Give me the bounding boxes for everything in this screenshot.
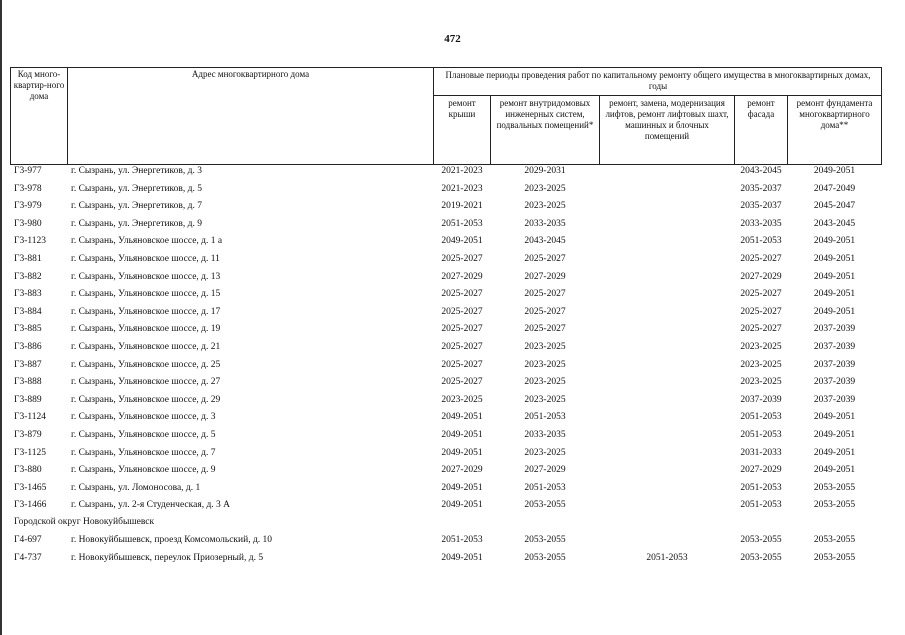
cell-foundation: 2037-2039 (813, 377, 856, 388)
header-divider-roof (490, 95, 491, 165)
cell-facade: 2043-2045 (740, 166, 782, 176)
cell-foundation: 2037-2039 (813, 342, 856, 352)
cell-systems: 2023-2025 (524, 201, 566, 212)
cell-code: Г3-880 (14, 465, 42, 476)
cell-facade: 2051-2053 (740, 500, 782, 511)
table-row (10, 304, 882, 321)
cell-address: г. Новокуйбышевск, переулок Приозерный, д. 5 (71, 552, 264, 563)
cell-address: г. Сызрань, Ульяновское шоссе, д. 25 (71, 359, 221, 370)
cell-facade: 2051-2053 (740, 482, 782, 493)
cell-address: г. Сызрань, Ульяновское шоссе, д. 9 (71, 465, 216, 476)
cell-address: г. Сызрань, Ульяновское шоссе, д. 5 (71, 430, 216, 440)
cell-roof: 2025-2027 (441, 254, 483, 264)
cell-systems: 2025-2027 (524, 289, 566, 300)
header-address: Адрес многоквартирного дома (191, 69, 310, 79)
cell-code: Г3-888 (14, 377, 42, 388)
cell-code: Г3-887 (14, 359, 42, 370)
cell-roof: 2049-2051 (441, 552, 483, 563)
cell-systems: 2033-2035 (524, 430, 566, 440)
table-row (10, 462, 882, 479)
table-row (10, 321, 882, 338)
cell-address: г. Сызрань, ул. Энергетиков, д. 7 (71, 201, 203, 212)
cell-facade: 2053-2055 (740, 552, 782, 563)
cell-code: Г3-980 (14, 218, 42, 229)
cell-foundation: 2053-2055 (813, 482, 856, 493)
cell-systems: 2023-2025 (524, 394, 566, 405)
table-row (10, 216, 882, 233)
cell-code: Г3-1124 (14, 412, 47, 423)
table-row (10, 181, 882, 198)
cell-foundation: 2049-2051 (813, 430, 856, 440)
page-edge (0, 0, 2, 635)
cell-systems: 2053-2055 (524, 535, 566, 545)
header-code: Код много-квартир-ного дома (13, 69, 65, 101)
cell-code: Г3-978 (14, 183, 42, 194)
table-row (10, 251, 882, 268)
cell-address: г. Новокуйбышевск, проезд Комсомольский, д. 10 (71, 535, 273, 545)
cell-facade: 2035-2037 (740, 201, 782, 212)
cell-systems: 2025-2027 (524, 254, 566, 264)
cell-systems: 2023-2025 (524, 342, 566, 352)
table-row (10, 550, 882, 567)
cell-foundation: 2049-2051 (813, 166, 856, 176)
cell-facade: 2023-2025 (740, 359, 782, 370)
header-facade: ремонт фасада (747, 98, 775, 119)
cell-systems: 2043-2045 (524, 236, 566, 247)
cell-foundation: 2049-2051 (813, 271, 856, 282)
cell-facade: 2025-2027 (740, 254, 782, 264)
cell-roof: 2049-2051 (441, 236, 483, 247)
cell-roof: 2019-2021 (441, 201, 483, 212)
cell-systems: 2029-2031 (524, 166, 566, 176)
cell-systems: 2023-2025 (524, 183, 566, 194)
cell-foundation: 2049-2051 (813, 289, 856, 300)
cell-foundation: 2049-2051 (813, 447, 856, 458)
cell-systems: 2051-2053 (524, 412, 566, 423)
cell-foundation: 2045-2047 (813, 201, 856, 212)
cell-code: Г3-883 (14, 289, 42, 300)
cell-address: г. Сызрань, Ульяновское шоссе, д. 27 (71, 377, 221, 388)
header-systems: ремонт внутридомовых инженерных систем, подвальных помещений* (496, 98, 594, 130)
table-row (10, 339, 882, 356)
header-divider-periods (433, 95, 882, 96)
cell-foundation: 2037-2039 (813, 394, 856, 405)
cell-foundation: 2049-2051 (813, 412, 856, 423)
cell-foundation: 2049-2051 (813, 236, 856, 247)
table-row (10, 532, 882, 549)
cell-roof: 2025-2027 (441, 289, 483, 300)
cell-foundation: 2049-2051 (813, 254, 856, 264)
table-row (10, 198, 882, 215)
cell-code: Г3-979 (14, 201, 42, 212)
cell-address: г. Сызрань, Ульяновское шоссе, д. 1 а (71, 236, 223, 247)
cell-facade: 2025-2027 (740, 324, 782, 335)
cell-address: г. Сызрань, Ульяновское шоссе, д. 21 (71, 342, 221, 352)
cell-address: г. Сызрань, ул. Ломоносова, д. 1 (71, 482, 201, 493)
cell-address: г. Сызрань, ул. Энергетиков, д. 5 (71, 183, 203, 194)
cell-code: Г3-881 (14, 254, 42, 264)
cell-code: Г4-737 (14, 552, 42, 563)
table-row (10, 480, 882, 497)
cell-facade: 2023-2025 (740, 377, 782, 388)
header-lifts: ремонт, замена, модернизация лифтов, ремонт лифтовых шахт, машинных и блочных помещений (605, 98, 729, 141)
cell-code: Г3-882 (14, 271, 42, 282)
cell-address: г. Сызрань, ул. Энергетиков, д. 3 (71, 166, 203, 176)
cell-lifts: 2051-2053 (646, 552, 688, 563)
cell-facade: 2027-2029 (740, 271, 782, 282)
cell-facade: 2031-2033 (740, 447, 782, 458)
cell-address: г. Сызрань, Ульяновское шоссе, д. 19 (71, 324, 221, 335)
cell-facade: 2025-2027 (740, 306, 782, 317)
cell-systems: 2053-2055 (524, 552, 566, 563)
cell-foundation: 2053-2055 (813, 500, 856, 511)
cell-systems: 2025-2027 (524, 324, 566, 335)
header-border-right (881, 67, 882, 165)
cell-roof: 2025-2027 (441, 377, 483, 388)
table-row (10, 374, 882, 391)
cell-code: Г3-879 (14, 430, 42, 440)
cell-code: Г3-1123 (14, 236, 47, 247)
cell-foundation: 2053-2055 (813, 552, 856, 563)
cell-systems: 2025-2027 (524, 306, 566, 317)
section-title: Городской округ Новокуйбышевск (14, 517, 155, 527)
table-header (10, 67, 882, 165)
cell-roof: 2051-2053 (441, 535, 483, 545)
cell-facade: 2051-2053 (740, 430, 782, 440)
header-roof: ремонт крыши (448, 98, 476, 119)
cell-code: Г3-1125 (14, 447, 47, 458)
table-row (10, 269, 882, 286)
cell-address: г. Сызрань, Ульяновское шоссе, д. 11 (71, 254, 220, 264)
cell-systems: 2023-2025 (524, 359, 566, 370)
cell-systems: 2023-2025 (524, 447, 566, 458)
table-row (10, 497, 882, 514)
cell-systems: 2053-2055 (524, 500, 566, 511)
cell-facade: 2033-2035 (740, 218, 782, 229)
cell-address: г. Сызрань, Ульяновское шоссе, д. 15 (71, 289, 221, 300)
cell-address: г. Сызрань, ул. 2-я Студенческая, д. 3 А (71, 500, 231, 511)
cell-roof: 2021-2023 (441, 183, 483, 194)
cell-roof: 2049-2051 (441, 482, 483, 493)
cell-facade: 2051-2053 (740, 412, 782, 423)
cell-code: Г3-889 (14, 394, 42, 405)
cell-roof: 2021-2023 (441, 166, 483, 176)
cell-facade: 2025-2027 (740, 289, 782, 300)
cell-systems: 2033-2035 (524, 218, 566, 229)
cell-facade: 2037-2039 (740, 394, 782, 405)
cell-code: Г3-1465 (14, 482, 47, 493)
cell-facade: 2023-2025 (740, 342, 782, 352)
table-row (10, 392, 882, 409)
cell-systems: 2027-2029 (524, 271, 566, 282)
table-row (10, 163, 882, 180)
cell-address: г. Сызрань, Ульяновское шоссе, д. 3 (71, 412, 216, 423)
header-border-top (10, 67, 882, 68)
cell-roof: 2025-2027 (441, 324, 483, 335)
header-periods: Плановые периоды проведения работ по капитальному ремонту общего имущества в многоквартирных домах, годы (445, 70, 871, 91)
cell-facade: 2027-2029 (740, 465, 782, 476)
cell-roof: 2027-2029 (441, 271, 483, 282)
header-divider-systems (599, 95, 600, 165)
table-row (10, 445, 882, 462)
cell-code: Г3-885 (14, 324, 42, 335)
cell-address: г. Сызрань, Ульяновское шоссе, д. 7 (71, 447, 216, 458)
header-divider-code (67, 67, 68, 165)
cell-roof: 2025-2027 (441, 306, 483, 317)
cell-code: Г3-1466 (14, 500, 47, 511)
cell-facade: 2051-2053 (740, 236, 782, 247)
cell-address: г. Сызрань, Ульяновское шоссе, д. 29 (71, 394, 221, 405)
cell-roof: 2049-2051 (441, 430, 483, 440)
cell-roof: 2049-2051 (441, 447, 483, 458)
cell-facade: 2053-2055 (740, 535, 782, 545)
cell-roof: 2049-2051 (441, 500, 483, 511)
header-foundation: ремонт фундамента многоквартирного дома** (796, 98, 873, 130)
cell-roof: 2027-2029 (441, 465, 483, 476)
cell-roof: 2051-2053 (441, 218, 483, 229)
table-row (10, 286, 882, 303)
cell-roof: 2025-2027 (441, 359, 483, 370)
cell-code: Г3-977 (14, 166, 42, 176)
table-row (10, 357, 882, 374)
cell-systems: 2027-2029 (524, 465, 566, 476)
cell-foundation: 2049-2051 (813, 465, 856, 476)
cell-roof: 2025-2027 (441, 342, 483, 352)
page-number: 472 (444, 33, 461, 45)
cell-roof: 2023-2025 (441, 394, 483, 405)
cell-facade: 2035-2037 (740, 183, 782, 194)
cell-foundation: 2037-2039 (813, 359, 856, 370)
table-row (10, 233, 882, 250)
table-row (10, 427, 882, 444)
cell-address: г. Сызрань, ул. Энергетиков, д. 9 (71, 218, 203, 229)
cell-foundation: 2043-2045 (813, 218, 856, 229)
cell-address: г. Сызрань, Ульяновское шоссе, д. 13 (71, 271, 221, 282)
cell-roof: 2049-2051 (441, 412, 483, 423)
cell-systems: 2051-2053 (524, 482, 566, 493)
cell-foundation: 2047-2049 (813, 183, 856, 194)
table-row (10, 409, 882, 426)
cell-code: Г3-886 (14, 342, 42, 352)
cell-address: г. Сызрань, Ульяновское шоссе, д. 17 (71, 306, 221, 317)
cell-code: Г3-884 (14, 306, 42, 317)
cell-systems: 2023-2025 (524, 377, 566, 388)
cell-foundation: 2037-2039 (813, 324, 856, 335)
cell-code: Г4-697 (14, 535, 42, 545)
cell-foundation: 2053-2055 (813, 535, 856, 545)
cell-foundation: 2049-2051 (813, 306, 856, 317)
